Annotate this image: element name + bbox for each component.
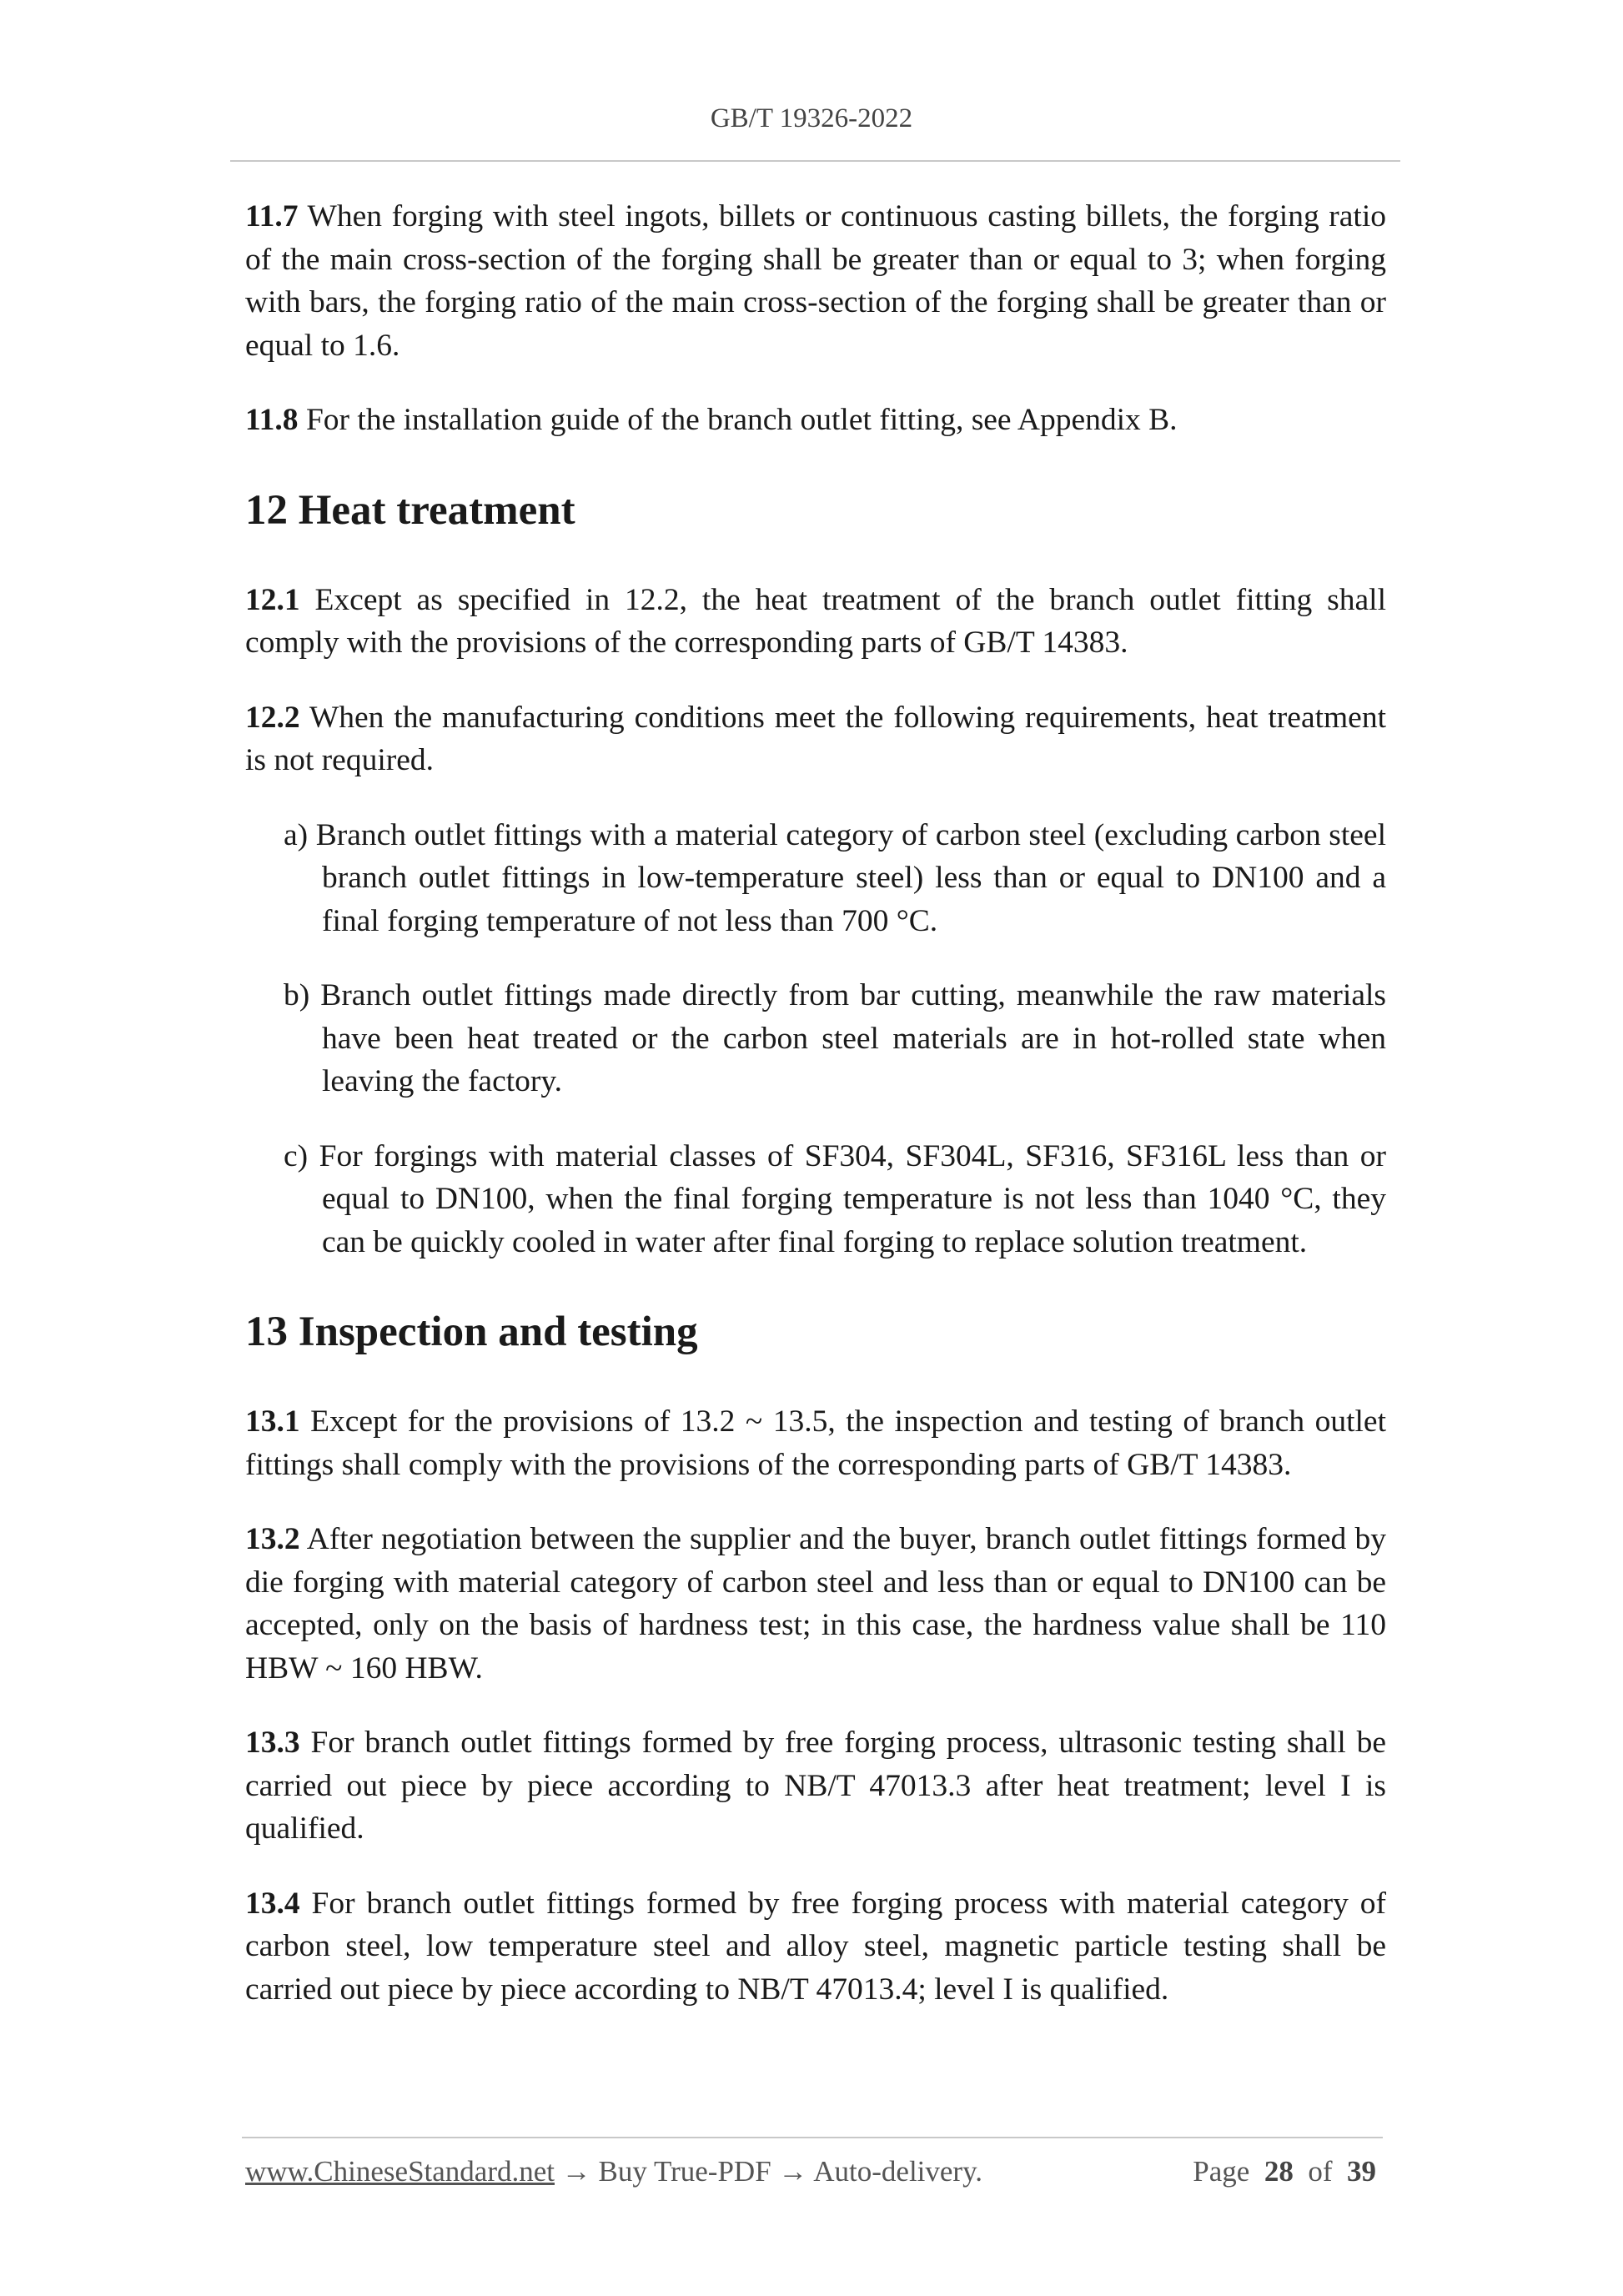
section-heading-13: 13 Inspection and testing	[245, 1309, 698, 1355]
clause-number: 12.1	[245, 582, 300, 617]
website-link[interactable]: www.ChineseStandard.net	[245, 2155, 555, 2188]
clause-number: 13.3	[245, 1726, 300, 1760]
clause-text: When forging with steel ingots, billets or continuous casting billets, the forging ratio of the main cross-section of the forging shall be greater than or equal to 3; when forging with bars, the forging ratio of the main cross-section of the forging shall be greater than or equal to 1.6.	[245, 199, 1386, 363]
clause-number: 13.1	[245, 1404, 300, 1439]
clause-12-1	[245, 579, 1386, 665]
clause-13-3	[245, 1721, 1386, 1851]
header-divider	[230, 160, 1400, 162]
list-item-b: b) Branch outlet fittings made directly from bar cutting, meanwhile the raw materials have been heat treated or the carbon steel materials are in hot-rolled state when leaving the factory.	[284, 978, 1386, 1098]
clause-text: For the installation guide of the branch outlet fitting, see Appendix B.	[298, 403, 1178, 437]
clause-text: After negotiation between the supplier and the buyer, branch outlet fittings formed by die forging with material category of carbon steel and less than or equal to DN100 can be accepted, only on the basis of hardness test; in this case, the hardness value shall be 110 HBW ~ 160 HBW.	[245, 1522, 1386, 1686]
document-body	[245, 195, 1386, 2042]
clause-text: Except as specified in 12.2, the heat treatment of the branch outlet fitting shall comply with the provisions of the corresponding parts of GB/T 14383.	[245, 582, 1386, 660]
list-item-c: c) For forgings with material classes of SF304, SF304L, SF316, SF316L less than or equal to DN100, when the final forging temperature is not less than 1040 °C, they can be quickly cooled in water after final forging to replace solution treatment.	[284, 1138, 1386, 1259]
clause-12-2	[245, 696, 1386, 782]
auto-delivery-text: Auto-delivery.	[813, 2155, 983, 2188]
page-footer	[245, 2155, 1376, 2188]
clause-13-1	[245, 1400, 1386, 1486]
arrow-right-icon: →	[771, 2155, 814, 2188]
clause-11-8	[245, 399, 1386, 442]
clause-number: 13.2	[245, 1522, 300, 1556]
clause-number: 11.8	[245, 403, 299, 437]
page-header: GB/T 19326-2022	[710, 103, 913, 133]
section-heading-12: 12 Heat treatment	[245, 486, 575, 534]
clause-text: Except for the provisions of 13.2 ~ 13.5, the inspection and testing of branch outlet fittings shall comply with the provisions of the corresponding parts of GB/T 14383.	[245, 1404, 1386, 1482]
footer-left	[245, 2155, 982, 2188]
clause-number: 13.4	[245, 1886, 300, 1921]
clause-text: For branch outlet fittings formed by free forging process with material category of carbon steel, low temperature steel and alloy steel, magnetic particle testing shall be carried out piece by piece according to NB/T 47013.4; level I is qualified.	[245, 1886, 1386, 2007]
page-total: 39	[1347, 2155, 1376, 2188]
clause-text: When the manufacturing conditions meet the following requirements, heat treatment is not required.	[245, 700, 1386, 777]
list-item-a: a) Branch outlet fittings with a material category of carbon steel (excluding carbon steel branch outlet fittings in low-temperature steel) less than or equal to DN100 and a final forging temperature of not less than 700 °C.	[284, 817, 1386, 938]
clause-11-7	[245, 195, 1386, 367]
clause-13-2	[245, 1518, 1386, 1690]
buy-pdf-text: Buy True-PDF	[598, 2155, 771, 2188]
clause-number: 11.7	[245, 199, 299, 234]
page-indicator	[1193, 2155, 1376, 2188]
clause-text: For branch outlet fittings formed by free forging process, ultrasonic testing shall be carried out piece by piece according to NB/T 47013.3 after heat treatment; level I is qualified.	[245, 1726, 1386, 1846]
page-number: 28	[1264, 2155, 1294, 2188]
arrow-right-icon: →	[555, 2155, 599, 2188]
of-label: of	[1308, 2155, 1333, 2188]
clause-number: 12.2	[245, 700, 300, 735]
clause-13-4	[245, 1882, 1386, 2012]
footer-divider	[242, 2137, 1383, 2138]
page-label: Page	[1193, 2155, 1250, 2188]
